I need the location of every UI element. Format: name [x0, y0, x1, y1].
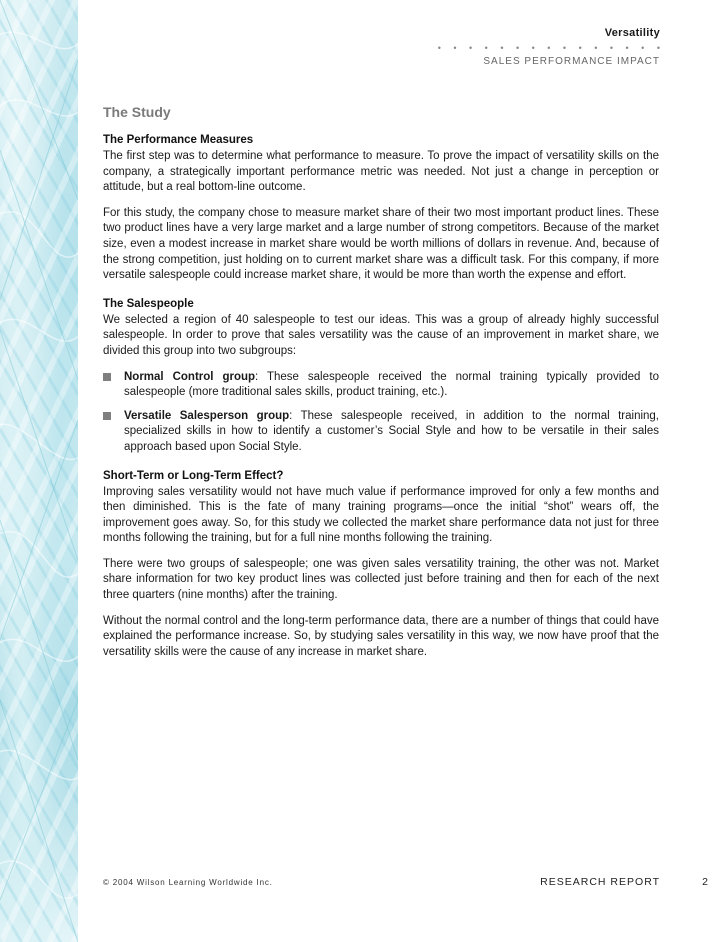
section-performance-measures — [103, 134, 659, 284]
list-item-term: Normal Control group — [124, 370, 256, 383]
section-title: The Salespeople — [103, 297, 194, 310]
main-content — [103, 104, 659, 670]
footer-copyright: © 2004 Wilson Learning Worldwide Inc. — [103, 878, 273, 887]
list-item-text: : These salespeople received the normal training typically provided to salespeople (more traditional sales skills, product training, etc.). — [124, 370, 659, 399]
section-title: The Performance Measures — [103, 134, 254, 146]
paragraph: Improving sales versatility would not have much value if performance improved for only a few months and then diminished. This is the fate of many training programs—once the initial “shot” wears off, the improvement goes away. So, for this study we collected the market share performance data not just for three months following the training, but for a full nine months following the training. — [103, 485, 659, 545]
header-title: Versatility — [604, 27, 660, 39]
sidebar-swirl-graphic — [0, 0, 78, 942]
paragraph: We selected a region of 40 salespeople to test our ideas. This was a group of already highly successful salespeople. In order to prove that sales versatility was the cause of an improvement in market share, we divided this group into two subgroups: — [103, 313, 659, 357]
paragraph: There were two groups of salespeople; one was given sales versatility training, the other was not. Market share information for two key product lines was collected just before training and then for each of the next three quarters (nine months) after the training. — [103, 557, 659, 602]
section-title: Short-Term or Long-Term Effect? — [103, 469, 284, 482]
header-subtitle: SALES PERFORMANCE IMPACT — [483, 56, 660, 67]
paragraph: The first step was to determine what performance to measure. To prove the impact of versatility skills on the company, a strategically important performance metric was needed. Not just a change in perception or attitude, but a real bottom-line outcome. — [103, 150, 659, 194]
square-bullet-icon — [103, 373, 111, 381]
header-dot-divider: • • • • • • • • • • • • • • • — [437, 43, 665, 53]
list-item — [103, 409, 659, 456]
page-header — [437, 27, 665, 67]
decorative-sidebar — [0, 0, 78, 942]
page-number: 2 — [702, 876, 708, 888]
subgroup-list — [103, 370, 659, 456]
list-item-term: Versatile Salesperson group — [124, 409, 290, 422]
footer-report-label: RESEARCH REPORT — [540, 876, 660, 888]
page-heading: The Study — [103, 104, 171, 120]
section-salespeople — [103, 298, 659, 456]
paragraph: For this study, the company chose to measure market share of their two most important product lines. These two product lines have a very large market and a large number of strong competitors. Because of the market size, even a modest increase in market share would be worth millions of dollars in revenue. And, because of the strong competition, just holding on to current market share was a difficult task. For this company, if more versatile salespeople could increase market share, it would be more than worth the expense and effort. — [103, 206, 659, 282]
paragraph: Without the normal control and the long-term performance data, there are a number of things that could have explained the performance increase. So, by studying sales versatility in this way, we now have proof that the versatility skills were the cause of any increase in market share. — [103, 614, 659, 658]
list-item — [103, 370, 659, 401]
section-short-long-term — [103, 470, 659, 661]
square-bullet-icon — [103, 412, 111, 420]
list-item-text: : These salespeople received, in addition to the normal training, specialized skills in how to identify a customer’s Social Style and how to be versatile in their sales approach based upon Social Style. — [124, 409, 660, 453]
